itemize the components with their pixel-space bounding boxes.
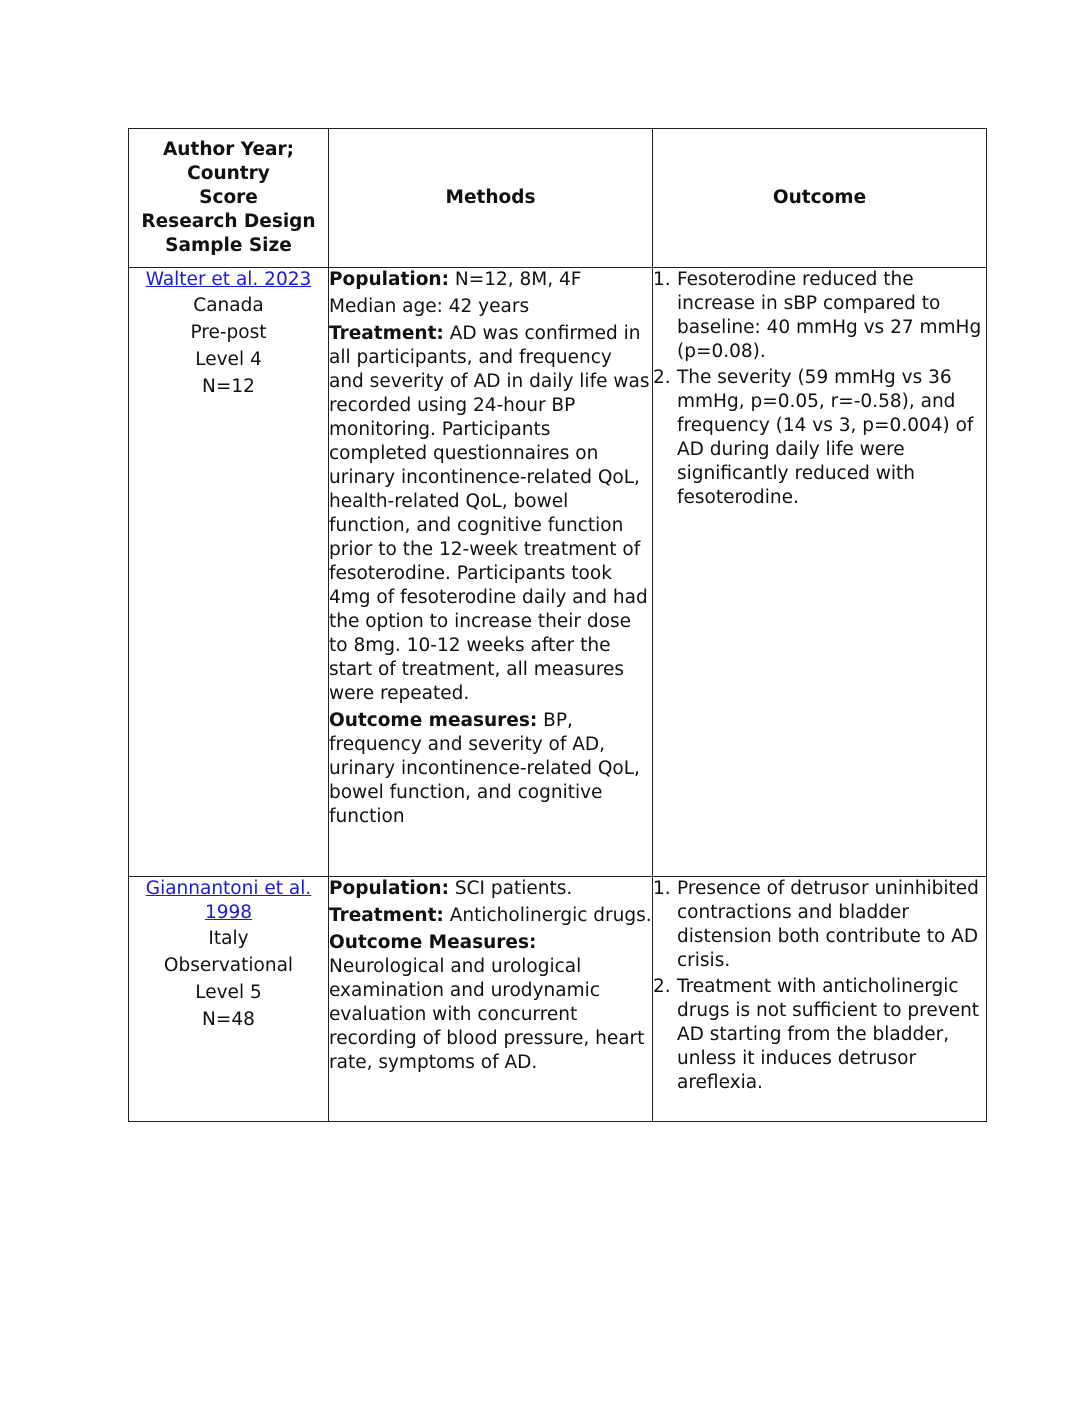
- methods-age: [329, 295, 652, 319]
- outcome-item: [653, 268, 986, 364]
- study-design: Observational: [163, 955, 294, 976]
- outcome-number: 1.: [653, 878, 671, 899]
- outcome-number: 2.: [653, 976, 671, 997]
- methods-cell: [329, 877, 653, 1122]
- outcome-number: 2.: [653, 367, 671, 388]
- study-sample-size: N=48: [202, 1009, 255, 1030]
- header-study: [129, 129, 329, 268]
- header-methods: Methods: [329, 129, 653, 268]
- methods-treatment: [329, 322, 652, 706]
- study-design: Pre-post: [190, 322, 267, 343]
- study-country: Italy: [208, 928, 249, 949]
- outcome-text: Presence of detrusor uninhibited contractions and bladder distension both contribute to AD crisis.: [677, 878, 979, 971]
- outcome-cell: [653, 268, 987, 877]
- study-score: Level 5: [195, 982, 262, 1003]
- outcome-item: [653, 975, 986, 1095]
- header-score: Score: [199, 187, 258, 208]
- methods-text: N=12, 8M, 4F: [448, 269, 582, 290]
- methods-outcome-measures: [329, 931, 652, 1075]
- outcome-text: Fesoterodine reduced the increase in sBP compared to baseline: 40 mmHg vs 27 mmHg (p=0.08).: [677, 269, 982, 362]
- evidence-table: [128, 128, 987, 1122]
- methods-text: Median age: 42 years: [329, 296, 530, 317]
- study-country: Canada: [193, 295, 264, 316]
- methods-text: SCI patients.: [448, 878, 573, 899]
- methods-label: Treatment:: [329, 905, 444, 926]
- outcome-cell: [653, 877, 987, 1122]
- methods-cell: [329, 268, 653, 877]
- study-cell: [129, 268, 329, 877]
- methods-treatment: [329, 904, 652, 928]
- header-outcome: Outcome: [653, 129, 987, 268]
- header-sample-size: Sample Size: [165, 235, 292, 256]
- header-research-design: Research Design: [141, 211, 316, 232]
- outcome-list: [653, 877, 986, 1095]
- header-author-year: Author Year;: [162, 139, 295, 160]
- outcome-number: 1.: [653, 269, 671, 290]
- study-cell: [129, 877, 329, 1122]
- methods-text: Anticholinergic drugs.: [443, 905, 652, 926]
- study-score: Level 4: [195, 349, 262, 370]
- methods-label: Population:: [329, 269, 449, 290]
- outcome-item: [653, 366, 986, 510]
- methods-label: Population:: [329, 878, 449, 899]
- table-row: [129, 877, 987, 1122]
- methods-text: BP, frequency and severity of AD, urinary incontinence-related QoL, bowel function, and cognitive function: [329, 710, 640, 827]
- header-country: Country: [187, 163, 270, 184]
- methods-population: [329, 268, 652, 292]
- methods-label: Outcome Measures:: [329, 932, 537, 953]
- table-row: [129, 268, 987, 877]
- study-sample-size: N=12: [202, 376, 255, 397]
- outcome-item: [653, 877, 986, 973]
- citation-link[interactable]: Giannantoni et al. 1998: [145, 878, 312, 923]
- methods-label: Outcome measures:: [329, 710, 538, 731]
- methods-label: Treatment:: [329, 323, 444, 344]
- methods-population: [329, 877, 652, 901]
- methods-outcome-measures: [329, 709, 652, 829]
- methods-text: Neurological and urological examination and urodynamic evaluation with concurrent recording of blood pressure, heart rate, symptoms of AD.: [329, 956, 645, 1073]
- methods-text: AD was confirmed in all participants, and frequency and severity of AD in daily life was recorded using 24-hour BP monitoring. Participants completed questionnaires on urinary incontinence-related QoL, health-related QoL, bowel function, and cognitive function prior to the 12-week treatment of fesoterodine. Participants took 4mg of fesoterodine daily and had the option to increase their dose to 8mg. 10-12 weeks after the start of treatment, all measures were repeated.: [329, 323, 650, 704]
- outcome-text: The severity (59 mmHg vs 36 mmHg, p=0.05, r=-0.58), and frequency (14 vs 3, p=0.004) of AD during daily life were significantly reduced with fesoterodine.: [677, 367, 974, 508]
- outcome-text: Treatment with anticholinergic drugs is not sufficient to prevent AD starting from the bladder, unless it induces detrusor areflexia.: [677, 976, 980, 1093]
- header-row: [129, 129, 987, 268]
- outcome-list: [653, 268, 986, 510]
- citation-link[interactable]: Walter et al. 2023: [145, 269, 312, 290]
